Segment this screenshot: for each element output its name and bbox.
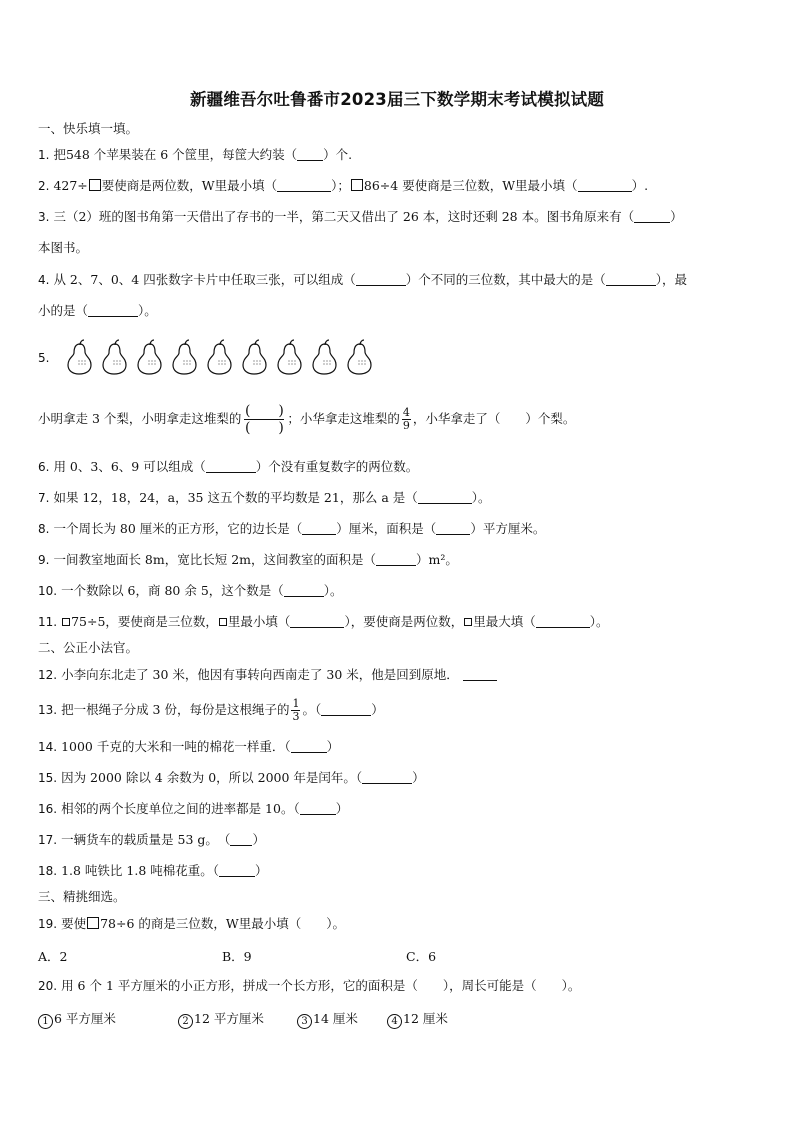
- answer-blank[interactable]: [300, 802, 336, 815]
- option-1[interactable]: [38, 1009, 116, 1029]
- q-text: ）；: [331, 178, 350, 193]
- q-number: 12.: [38, 668, 58, 682]
- q-number: 1.: [38, 148, 50, 162]
- question-11: [38, 614, 608, 630]
- q-text: 三（2）班的图书角第一天借出了存书的一半，第二天又借出了 26 本，这时还剩 28 本。图书角原来有（: [53, 209, 635, 224]
- q-text: 一个数除以 6，商 80 余 5，这个数是（: [61, 583, 284, 598]
- fraction-4-9: [402, 407, 411, 432]
- q-number: 14.: [38, 740, 58, 754]
- answer-blank[interactable]: [290, 615, 344, 628]
- digit-box[interactable]: [464, 618, 472, 626]
- q-text: 相邻的两个长度单位之间的进率都是 10。（: [61, 801, 300, 816]
- question-4-cont: [38, 303, 157, 319]
- question-2: [38, 178, 648, 194]
- q-text: 里最小填（: [227, 614, 291, 629]
- question-3: [38, 209, 683, 225]
- digit-box[interactable]: [219, 618, 227, 626]
- q-text: 78÷6 的商是三位数，W里最小填（ ）。: [100, 916, 345, 931]
- answer-blank[interactable]: [88, 304, 138, 317]
- q-text: 一个周长为 80 厘米的正方形，它的边长是（: [53, 521, 303, 536]
- q-number: 6.: [38, 460, 50, 474]
- option-label: 12 厘米: [403, 1011, 448, 1026]
- q-text: 把548 个苹果装在 6 个筐里，每筐大约装（: [53, 147, 298, 162]
- answer-blank[interactable]: [536, 615, 590, 628]
- q-text: 86÷4 要使商是三位数，W里最小填（: [363, 178, 578, 193]
- digit-box[interactable]: [87, 917, 99, 929]
- answer-blank[interactable]: [230, 833, 252, 846]
- answer-blank[interactable]: [206, 460, 256, 473]
- question-14: [38, 739, 339, 755]
- question-20: [38, 978, 580, 994]
- q-number: 19.: [38, 917, 58, 931]
- option-c[interactable]: C．6: [406, 949, 437, 964]
- q-text: 427÷: [53, 178, 88, 193]
- section-heading-1: 一、快乐填一填。: [38, 121, 139, 136]
- page-title: 新疆维吾尔吐鲁番市2023届三下数学期末考试模拟试题: [189, 90, 605, 109]
- q-number: 4.: [38, 273, 50, 287]
- fraction-denominator: 9: [402, 419, 410, 432]
- q-text: ）。: [589, 614, 609, 629]
- q-number: 15.: [38, 771, 58, 785]
- question-5-number: [38, 350, 49, 366]
- answer-blank[interactable]: [291, 740, 327, 753]
- answer-blank[interactable]: [578, 179, 632, 192]
- q-text: 75÷5，要使商是三位数，: [71, 614, 218, 629]
- q-text: ）: [412, 770, 425, 785]
- q-number: 9.: [38, 553, 50, 567]
- digit-box[interactable]: [351, 179, 363, 191]
- answer-blank[interactable]: [463, 668, 497, 681]
- q-text: ）: [371, 702, 384, 717]
- q-text: ），最: [655, 272, 687, 287]
- question-8: [38, 521, 545, 537]
- q-text: ）: [255, 863, 268, 878]
- q-text: ）个.: [323, 147, 353, 162]
- answer-blank[interactable]: [634, 210, 670, 223]
- digit-box[interactable]: [62, 618, 70, 626]
- q-text: ）.: [631, 178, 649, 193]
- question-9: [38, 552, 458, 568]
- fraction-numerator: 1: [292, 697, 300, 710]
- option-3[interactable]: [297, 1009, 358, 1029]
- question-1: [38, 147, 352, 163]
- circled-number: 2: [178, 1014, 193, 1029]
- q-text: 里最大填（: [473, 614, 536, 629]
- pear-icon: [64, 339, 94, 375]
- question-6: [38, 459, 418, 475]
- answer-blank[interactable]: [362, 771, 412, 784]
- q-text: ，小华拿走了（ ）个梨。: [412, 411, 576, 426]
- q-text: 。（: [302, 702, 322, 717]
- q-text: ；小华拿走这堆梨的: [287, 411, 400, 426]
- q-text: 如果 12，18，24，a，35 这五个数的平均数是 21，那么 a 是（: [53, 490, 418, 505]
- section-heading-3: 三、精挑细选。: [38, 889, 126, 904]
- question-13: [38, 694, 384, 726]
- q-number: 7.: [38, 491, 50, 505]
- option-label: 6 平方厘米: [54, 1011, 116, 1026]
- answer-fraction-blank[interactable]: [244, 403, 284, 436]
- q-text: ）个不同的三位数，其中最大的是（: [405, 272, 606, 287]
- fraction-denominator-blank[interactable]: ( ): [244, 420, 284, 436]
- fraction-1-3: [291, 698, 300, 723]
- answer-blank[interactable]: [606, 273, 656, 286]
- answer-blank[interactable]: [356, 273, 406, 286]
- question-19: [38, 916, 345, 932]
- q-number: 17.: [38, 833, 58, 847]
- question-15: [38, 770, 425, 786]
- q-text: 小明拿走 3 个梨，小明拿走这堆梨的: [38, 411, 242, 426]
- option-label: 14 厘米: [313, 1011, 358, 1026]
- q-text: 1.8 吨铁比 1.8 吨棉花重。（: [61, 863, 220, 878]
- q-text: 小李向东北走了 30 米，他因有事转向西南走了 30 米，他是回到原地．: [61, 667, 459, 682]
- question-3-cont: 本图书。: [38, 240, 89, 255]
- pear-icon: [309, 339, 339, 375]
- option-b[interactable]: B．9: [222, 949, 252, 964]
- q-number: 10.: [38, 584, 58, 598]
- q-text: 把一根绳子分成 3 份，每份是这根绳子的: [61, 702, 290, 717]
- answer-blank[interactable]: [321, 703, 371, 716]
- q-text: 因为 2000 除以 4 余数为 0，所以 2000 年是闰年。（: [61, 770, 363, 785]
- answer-blank[interactable]: [302, 522, 336, 535]
- q-text: 一辆货车的载质量是 53 g。 （: [61, 832, 231, 847]
- q-text: 1000 千克的大米和一吨的棉花一样重．（: [61, 739, 291, 754]
- q-text: ）: [670, 209, 683, 224]
- q-text: ），要使商是两位数，: [344, 614, 464, 629]
- circled-number: 4: [387, 1014, 402, 1029]
- q-text: ）。: [138, 303, 157, 318]
- q-text: ）: [335, 801, 349, 816]
- option-4[interactable]: [387, 1009, 448, 1029]
- q-number: 11.: [38, 615, 58, 629]
- question-7: [38, 490, 491, 506]
- answer-blank[interactable]: [436, 522, 470, 535]
- q-text: ）厘米，面积是（: [336, 521, 437, 536]
- answer-blank[interactable]: [284, 584, 324, 597]
- q-text: 用 0、3、6、9 可以组成（: [53, 459, 206, 474]
- question-18: [38, 863, 268, 879]
- answer-blank[interactable]: [418, 491, 472, 504]
- pear-icon: [274, 339, 304, 375]
- q-number: 18.: [38, 864, 58, 878]
- pear-icon: [239, 339, 269, 375]
- q-number: 2.: [38, 179, 50, 193]
- option-2[interactable]: [178, 1009, 264, 1029]
- q-text: 要使: [61, 916, 87, 931]
- q-text: ）m²。: [416, 552, 458, 567]
- q-number: 13.: [38, 703, 58, 717]
- q-text: 要使商是两位数，W里最小填（: [101, 178, 278, 193]
- pear-icon: [169, 339, 199, 375]
- q-number: 8.: [38, 522, 50, 536]
- answer-blank[interactable]: [297, 148, 323, 161]
- q-text: ）个没有重复数字的两位数。: [255, 459, 419, 474]
- q-text: 用 6 个 1 平方厘米的小正方形，拼成一个长方形，它的面积是（ ），周长可能是（ ）。: [61, 978, 581, 993]
- fraction-numerator: 4: [402, 406, 410, 419]
- option-label: 12 平方厘米: [194, 1011, 264, 1026]
- fraction-numerator-blank[interactable]: ( ): [244, 403, 284, 419]
- answer-blank[interactable]: [277, 179, 331, 192]
- q-number: 16.: [38, 802, 58, 816]
- question-16: [38, 801, 348, 817]
- circled-number: 1: [38, 1014, 53, 1029]
- answer-blank[interactable]: [219, 864, 255, 877]
- q-number: 3.: [38, 210, 50, 224]
- circled-number: 3: [297, 1014, 312, 1029]
- q-text: ）。: [471, 490, 491, 505]
- q-text: ）平方厘米。: [470, 521, 546, 536]
- question-10: [38, 583, 343, 599]
- pear-icon: [134, 339, 164, 375]
- q-text: 从 2、7、0、4 四张数字卡片中任取三张，可以组成（: [53, 272, 356, 287]
- digit-box[interactable]: [89, 179, 101, 191]
- question-12: [38, 667, 497, 683]
- q-text: ）: [326, 739, 340, 754]
- section-heading-2: 二、公正小法官。: [38, 640, 139, 655]
- q-text: ）: [252, 832, 265, 847]
- q-text: 小的是（: [38, 303, 89, 318]
- q-number: 20.: [38, 979, 58, 993]
- answer-blank[interactable]: [376, 553, 416, 566]
- q-text: ）。: [323, 583, 343, 598]
- fraction-denominator: 3: [292, 710, 300, 723]
- option-a[interactable]: A．2: [38, 949, 68, 964]
- question-17: [38, 832, 265, 848]
- q-number: 5.: [38, 351, 50, 365]
- question-5: [38, 402, 575, 436]
- pear-icon: [204, 339, 234, 375]
- pear-icon: [344, 339, 374, 375]
- q-text: 一间教室地面长 8m，宽比长短 2m，这间教室的面积是（: [53, 552, 376, 567]
- pear-icon: [99, 339, 129, 375]
- question-4: [38, 272, 687, 288]
